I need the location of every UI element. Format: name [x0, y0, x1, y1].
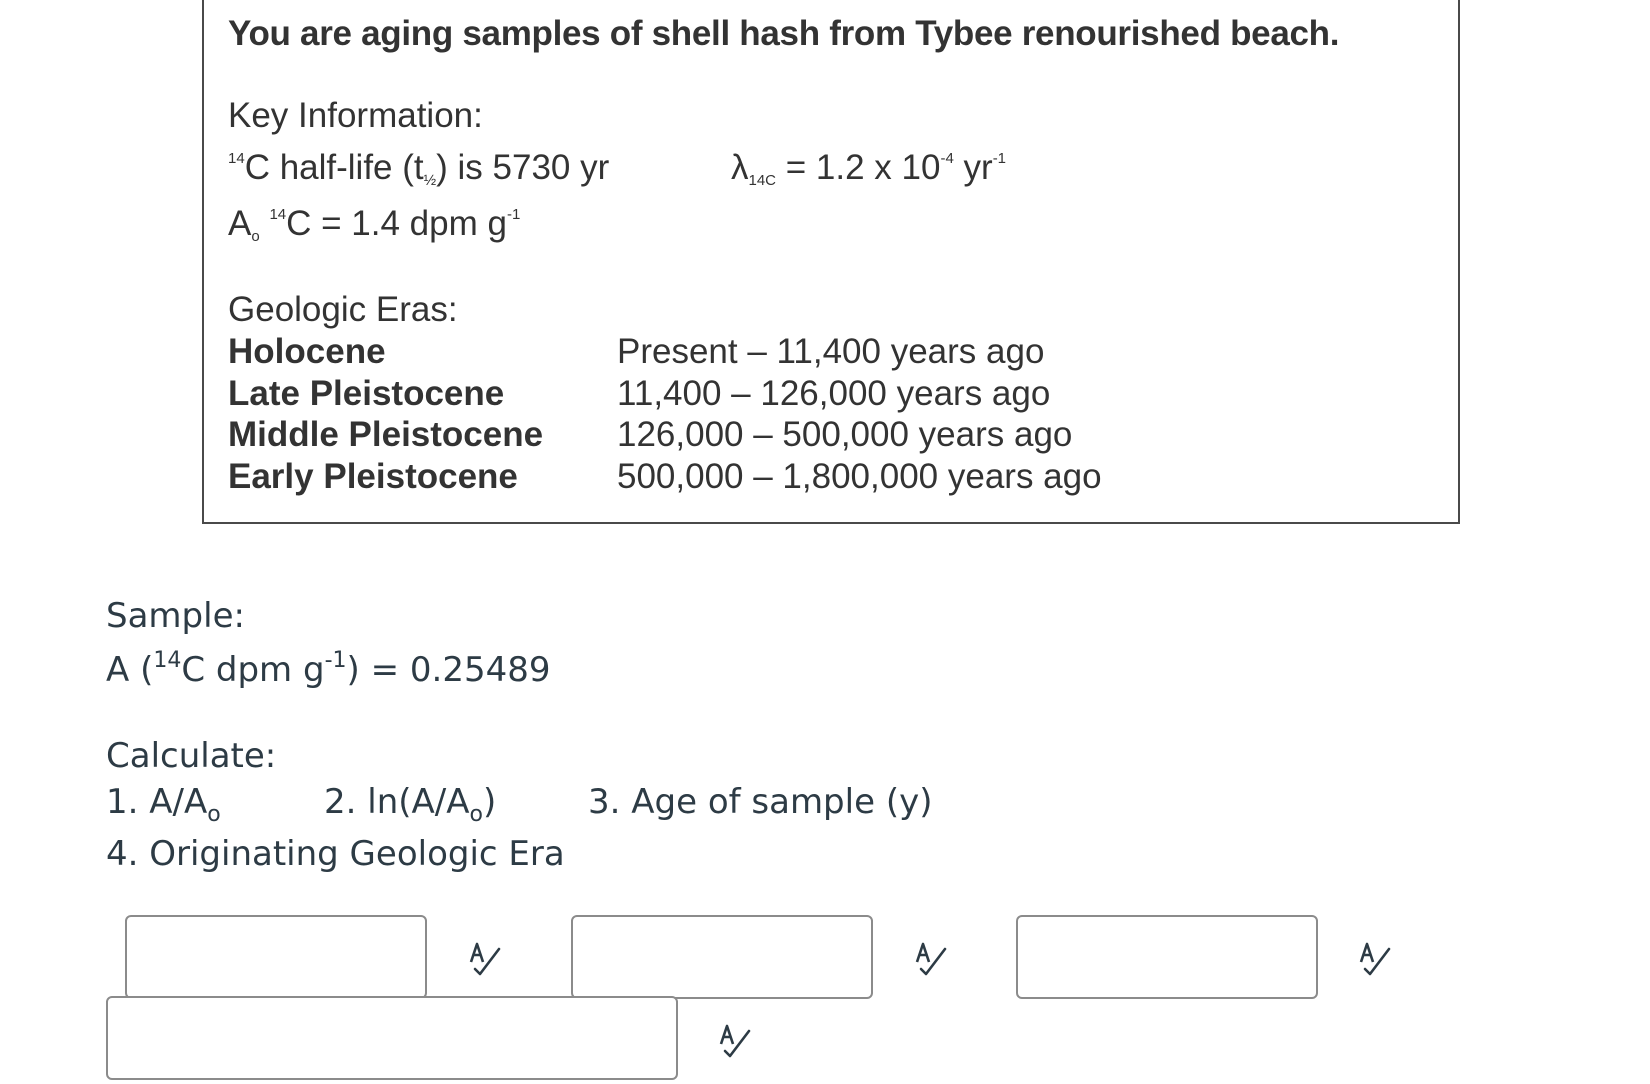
sample-prefix: A ( — [106, 650, 154, 690]
key-info-heading: Key Information: — [228, 96, 483, 135]
era-range: 11,400 – 126,000 years ago — [617, 374, 1051, 413]
key-information-box — [202, 0, 1460, 524]
sample-sup: 14 — [153, 648, 182, 673]
calc-item-1-sub: o — [207, 802, 221, 827]
geologic-eras-heading: Geologic Eras: — [228, 290, 458, 329]
half-life-text-a: C half-life (t — [244, 148, 424, 187]
calc-item-4: 4. Originating Geologic Era — [106, 834, 565, 874]
calculate-heading: Calculate: — [106, 736, 277, 776]
calc-item-2-sub: o — [469, 802, 483, 827]
problem-title: You are aging samples of shell hash from Tybee renourished beach. — [228, 14, 1340, 53]
a0-sup: 14 — [269, 206, 287, 223]
half-life-isotope-sup: 14 — [228, 150, 245, 167]
era-name: Late Pleistocene — [228, 374, 505, 413]
lambda-sub: 14C — [748, 172, 777, 189]
answer-input-1[interactable] — [125, 915, 427, 999]
sample-suffix: ) = 0.25489 — [346, 650, 551, 690]
lambda-symbol: λ — [731, 148, 749, 187]
era-name: Holocene — [228, 332, 386, 371]
calc-item-2 — [324, 782, 496, 827]
spellcheck-icon[interactable] — [1356, 938, 1394, 978]
a0-text-a: A — [228, 204, 252, 243]
sample-heading: Sample: — [106, 596, 245, 636]
era-name: Early Pleistocene — [228, 457, 518, 496]
lambda-unit: yr — [953, 148, 993, 187]
lambda-exp: -4 — [940, 150, 954, 167]
answer-input-4[interactable] — [106, 996, 678, 1080]
a0-sub: o — [251, 228, 260, 245]
spellcheck-icon[interactable] — [912, 938, 950, 978]
decay-constant-line — [731, 148, 1006, 189]
half-life-text-b: ) is 5730 yr — [436, 148, 610, 187]
a0-exp: -1 — [506, 206, 521, 223]
era-range: 126,000 – 500,000 years ago — [617, 415, 1073, 454]
lambda-text: = 1.2 x 10 — [776, 148, 941, 187]
sample-exp: -1 — [324, 648, 347, 673]
a0-text-b: C = 1.4 dpm g — [286, 204, 507, 243]
calc-item-3: 3. Age of sample (y) — [588, 782, 933, 822]
era-range: Present – 11,400 years ago — [617, 332, 1045, 371]
spellcheck-icon[interactable] — [716, 1020, 754, 1060]
answer-input-2[interactable] — [571, 915, 873, 999]
sample-mid: C dpm g — [181, 650, 325, 690]
calc-item-2-text: 2. ln(A/A — [324, 782, 470, 822]
half-life-sub: ½ — [423, 172, 437, 189]
half-life-line — [228, 148, 609, 189]
lambda-unit-exp: -1 — [992, 150, 1007, 167]
era-name: Middle Pleistocene — [228, 415, 544, 454]
answer-input-3[interactable] — [1016, 915, 1318, 999]
calc-item-1 — [106, 782, 221, 827]
initial-activity-line — [228, 204, 520, 245]
calc-item-1-text: 1. A/A — [106, 782, 208, 822]
sample-activity — [106, 648, 550, 690]
calc-item-2-close: ) — [482, 782, 497, 822]
era-range: 500,000 – 1,800,000 years ago — [617, 457, 1102, 496]
spellcheck-icon[interactable] — [466, 938, 504, 978]
